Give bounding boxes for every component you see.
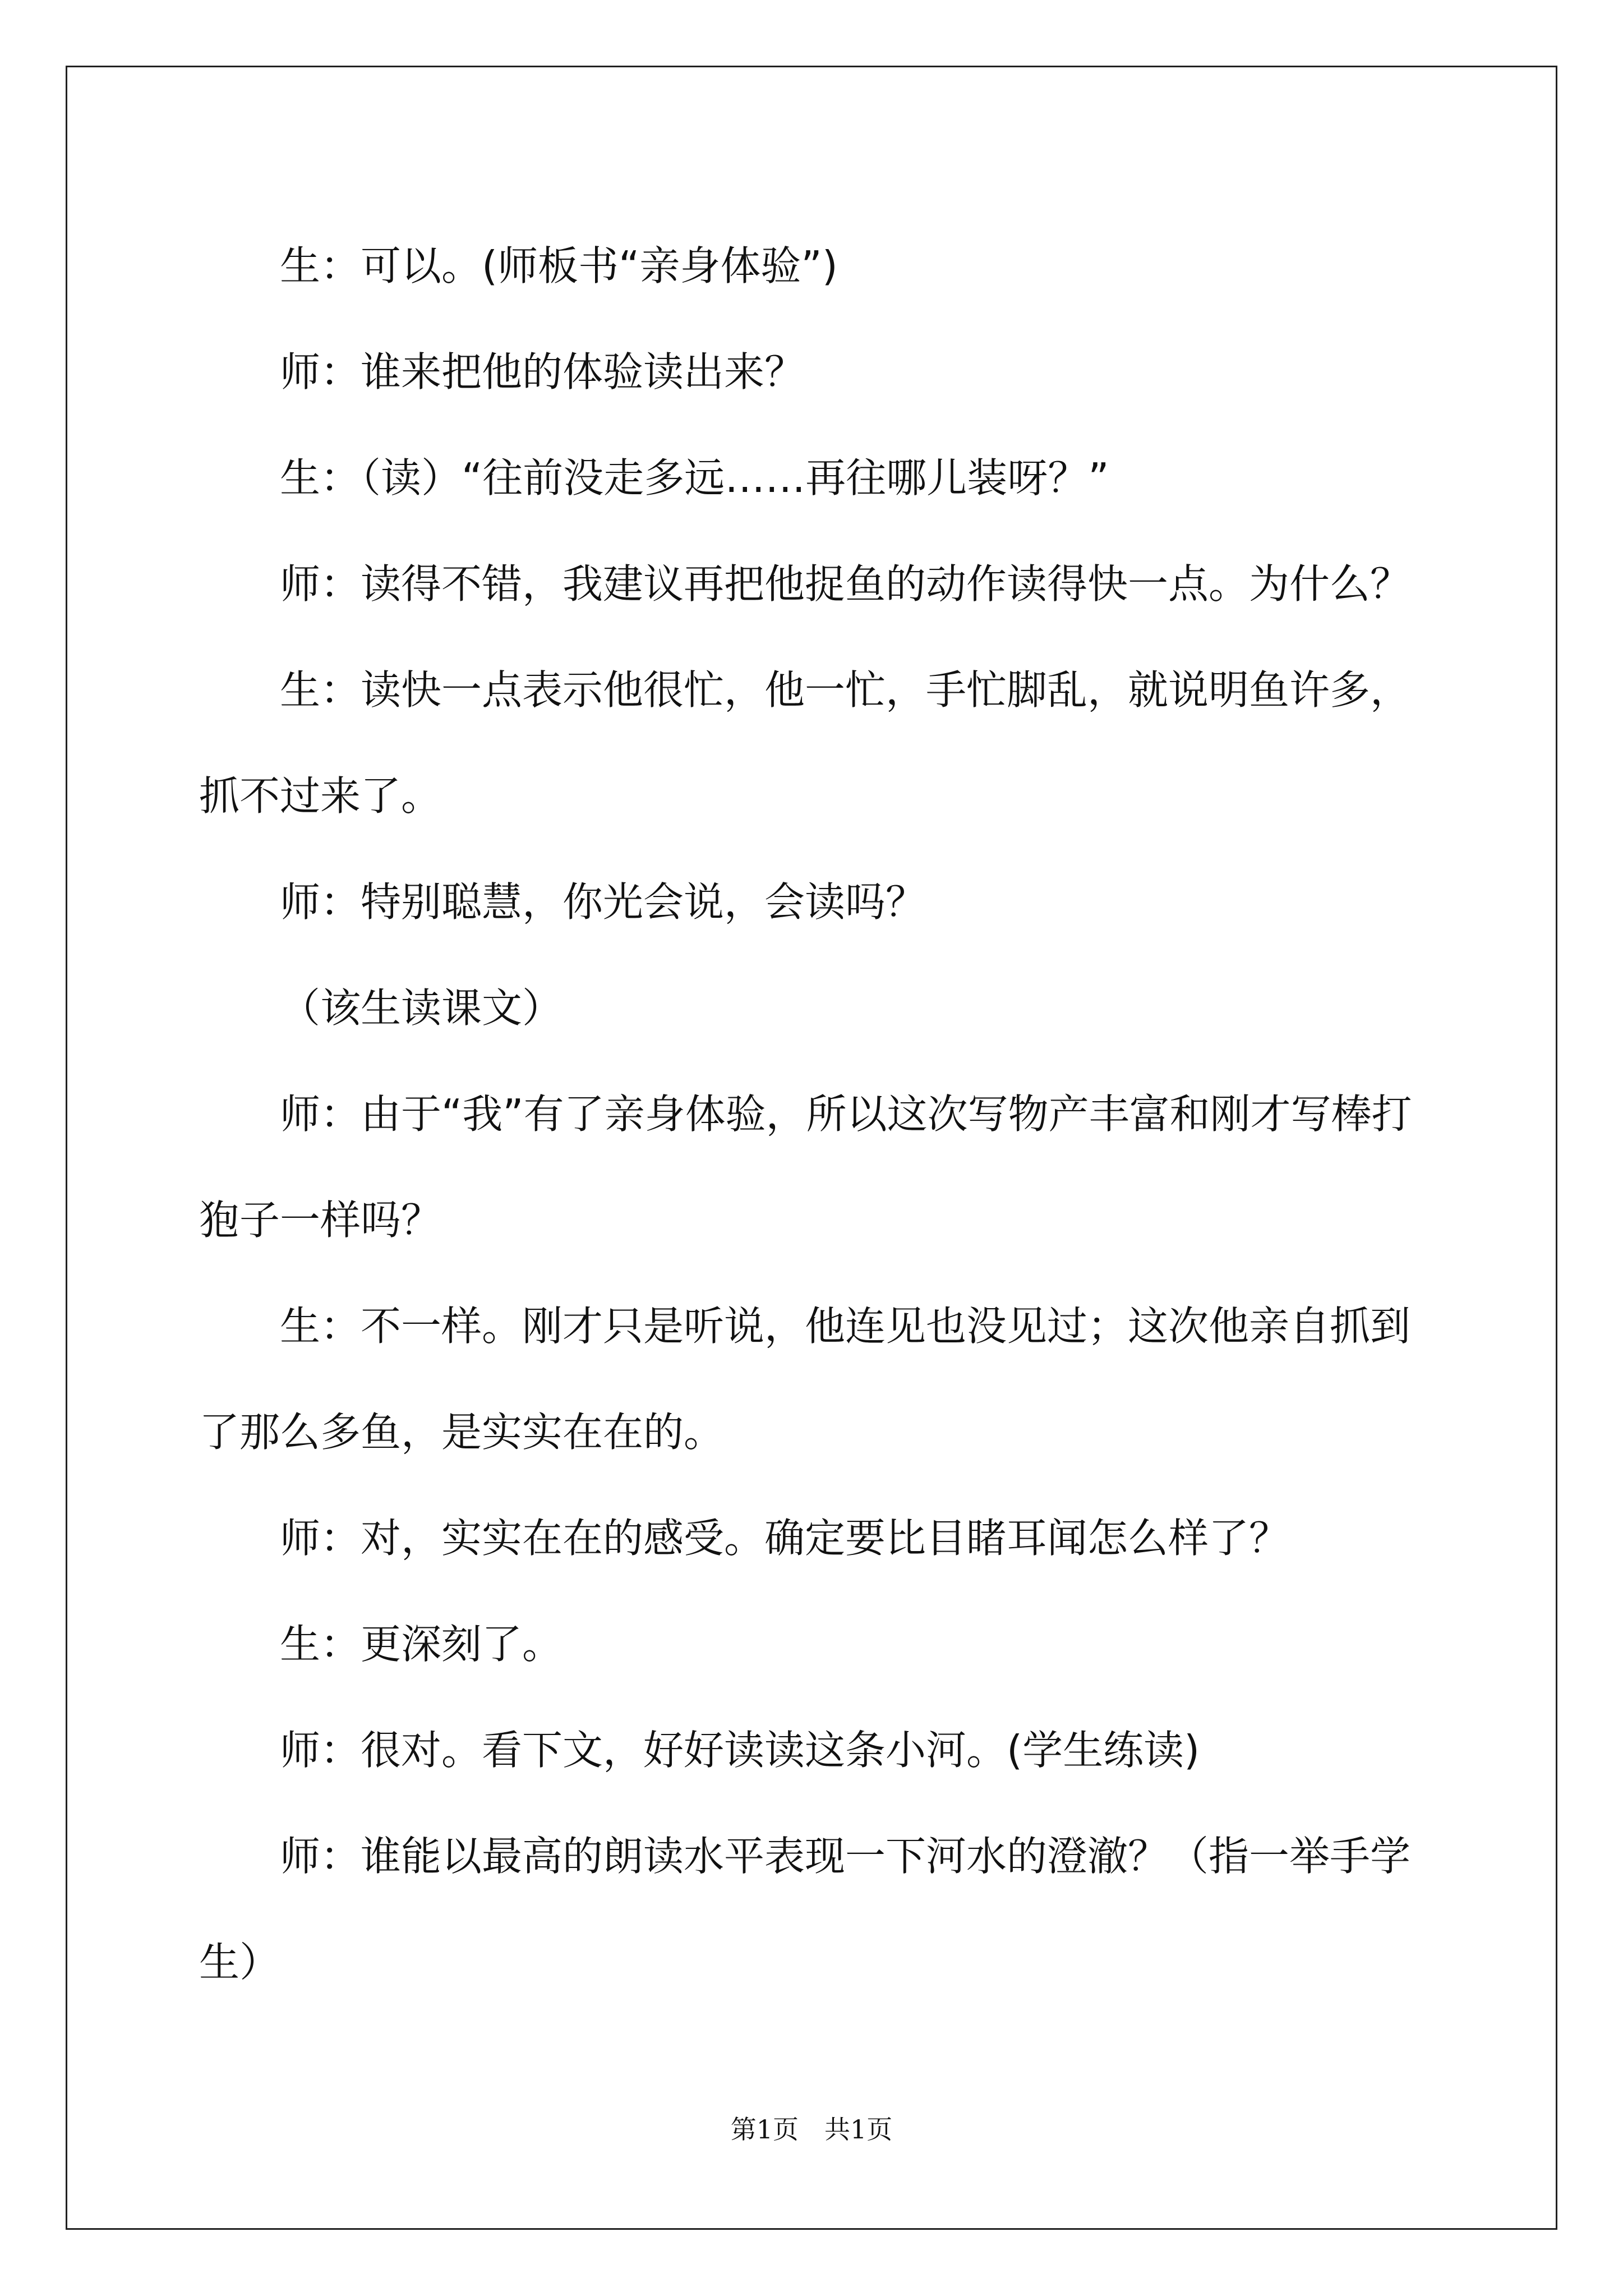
paragraph: 师：特别聪慧，你光会说，会读吗？ [280,878,926,926]
paragraph: 师：谁来把他的体验读出来？ [280,348,805,395]
paragraph: 生：可以。(师板书“亲身体验”) [280,242,838,289]
page-number-footer: 第1页 共1页 [730,2114,893,2145]
paragraph: 生：更深刻了。 [280,1621,563,1668]
paragraph: 生：不一样。刚才只是听说，他连见也没见过；这次他亲自抓到了那么多鱼，是实实在在的。 [199,1303,1411,1456]
paragraph: 师：谁能以最高的朗读水平表现一下河水的澄澈？（指一举手学生） [199,1833,1411,1986]
paragraph: （该生读课文） [280,984,563,1032]
paragraph: 师：由于“我”有了亲身体验，所以这次写物产丰富和刚才写棒打狍子一样吗？ [199,1091,1412,1244]
paragraph: 生：（读）“往前没走多远……再往哪儿装呀？” [280,454,1109,501]
paragraph: 师：读得不错，我建议再把他捉鱼的动作读得快一点。为什么？ [280,560,1411,608]
paragraph: 生：读快一点表示他很忙，他一忙，手忙脚乱，就说明鱼许多，抓不过来了。 [199,666,1411,820]
document-body [199,213,1422,2016]
paragraph: 师：很对。看下文，好好读读这条小河。(学生练读) [280,1727,1200,1774]
paragraph: 师：对，实实在在的感受。确定要比目睹耳闻怎么样了？ [280,1515,1290,1562]
